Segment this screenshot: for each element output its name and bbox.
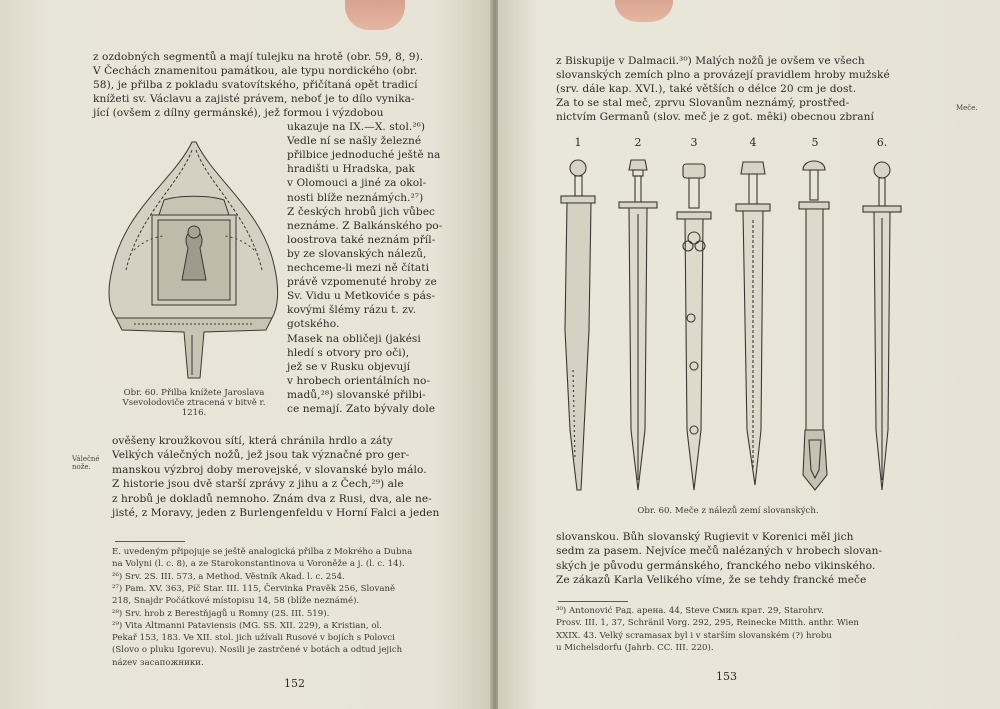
text-line: Ze zákazů Karla Velikého víme, že se tehdy francké meče: [556, 574, 867, 587]
text-line: Za to se stal meč, zprvu Slovanům neznámý, prostřed-: [556, 97, 850, 109]
text-line: V Čechách znamenitou památkou, ale typu nordického (obr.: [93, 65, 418, 77]
text-line: jící (ovšem z dílny germánské), jež formou i výzdobou: [93, 107, 384, 119]
text-line: ověšeny kroužkovou sítí, která chránila hrdlo a záty: [112, 435, 393, 447]
text-line: z hrobů je dokladů nemnoho. Znám dva z Rusi, dva, ale ne-: [112, 492, 432, 505]
text-line: ce nemají. Zato bývaly dole: [287, 403, 436, 415]
text-line: hradišti u Hradska, pak: [287, 163, 415, 176]
text-line: by ze slovanských nálezů,: [287, 247, 427, 260]
text-line: Z českých hrobů jich vůbec: [287, 205, 436, 218]
text-line: v hrobech orientálních no-: [287, 374, 431, 387]
margin-note-war-knives: Válečné nože.: [72, 455, 100, 471]
text-line: Vedle ní se našly železné: [287, 135, 422, 148]
sword-1: [561, 160, 595, 490]
footnote-line: na Volyni (l. c. 8), a ze Starokonstantinova u Voroněže a j. (l. c. 14).: [112, 559, 405, 570]
footnote-rule: [558, 601, 628, 602]
sword-number: 2: [634, 136, 642, 149]
sword-4: [736, 162, 770, 485]
footnote-line: název засапожники.: [112, 657, 204, 668]
text-line: (srv. dále kap. XVI.), také větších o délce 20 cm je dost.: [556, 83, 857, 95]
left-page: [0, 0, 492, 709]
sword-3: [677, 164, 711, 490]
footnote-line: u Michelsdorfu (Jahrb. CC. III. 220).: [556, 642, 714, 653]
text-line: Velkých válečných nožů, jež jsou tak význačné pro ger-: [112, 449, 410, 462]
swords-caption: Obr. 60. Meče z nálezů zemí slovanských.: [637, 506, 819, 516]
margin-note-swords: Meče.: [956, 104, 978, 112]
text-line: jež se v Rusku objevují: [287, 360, 411, 373]
sword-number: 6.: [876, 136, 888, 149]
text-line: ukazuje na IX.—X. stol.²⁶): [287, 121, 426, 133]
text-line: slovanských zemích plno a provázejí pravidlem hroby mužské: [556, 69, 890, 81]
footnote-line: E. uvedeným připojuje se ještě analogická přilba z Mokrého a Dubna: [112, 547, 413, 557]
text-line: gotského.: [287, 318, 340, 331]
text-line: sedm za pasem. Nejvíce mečů nalézaných v hrobech slovan-: [556, 545, 883, 558]
page-number-right: 153: [716, 670, 737, 683]
footnote-line: ²⁹) Vita Altmanni Pataviensis (MG. SS. XII. 229), a Kristian, ol.: [112, 620, 383, 631]
text-line: madů,²⁸) slovanské přilbi-: [287, 388, 426, 401]
sword-2: [619, 160, 657, 490]
helmet-caption: Obr. 60. Přilba knížete Jaroslava Vsevolodoviče ztracená v bitvě r. 1216.: [122, 388, 266, 418]
text-line: slovanskou. Bůh slovanský Rugievit v Korenici měl jich: [556, 531, 854, 543]
text-line: nechceme-li mezi ně čítati: [287, 262, 430, 274]
text-line: neznáme. Z Balkánského po-: [287, 219, 443, 232]
text-line: kovými šlémy rázu t. zv.: [287, 304, 417, 317]
text-line: přilbice jednoduché ještě na: [287, 149, 441, 162]
footnote-line: ²⁸) Srv. hrob z Berestňjagů u Romny (2S. III. 519).: [112, 608, 330, 619]
text-line: loostrova také neznám příl-: [287, 233, 436, 246]
text-line: v Olomouci a jiné za okol-: [287, 177, 427, 190]
sword-number: 3: [690, 136, 698, 149]
text-line: jisté, z Moravy, jeden z Burlengenfeldu v Horní Falci a jeden: [112, 507, 440, 519]
text-line: Masek na obličeji (jakési: [287, 332, 421, 345]
helmet-illustration: [104, 140, 284, 390]
text-line: knížeti sv. Václavu a zajisté právem, neboť je to dílo vynika-: [93, 93, 415, 105]
text-line: hledí s otvory pro oči),: [287, 346, 410, 359]
footnote-line: ²⁷) Pam. XV. 363, Píč Star. III. 115, Červinka Pravěk 256, Slovaně: [112, 583, 396, 594]
text-line: Z historie jsou dvě starší zprávy z jihu a z Čech,²⁹) ale: [112, 478, 404, 491]
text-line: manskou výzbroj doby merovejské, v slovanské bylo málo.: [112, 463, 427, 476]
sword-number: 5: [811, 136, 819, 149]
sword-6: [863, 162, 901, 490]
page-number-left: 152: [284, 677, 305, 690]
footnote-line: Prosv. III. 1, 37, Schränil Vorg. 292, 295, Reinecke Mitth. anthr. Wien: [556, 618, 859, 629]
footnote-line: 218, Snajdr Počátkové místopisu 14, 58 (blíže neznámé).: [112, 596, 360, 607]
footnote-rule: [115, 541, 185, 542]
text-line: 58), je přilba z pokladu svatovítského, přičítaná opět tradicí: [93, 79, 418, 91]
text-line: z Biskupije v Dalmacii.³⁰) Malých nožů je ovšem ve všech: [556, 55, 865, 67]
text-line: z ozdobných segmentů a mají tulejku na hrotě (obr. 59, 8, 9).: [93, 51, 424, 63]
footnote-line: Pekař 153, 183. Ve XII. stol. jich užívali Rusové v bojích s Polovci: [112, 633, 395, 644]
text-line: právě vzpomenuté hroby ze: [287, 276, 437, 289]
footnote-line: XXIX. 43. Velký scramasax byl i v starším slovanském (?) hrobu: [556, 630, 832, 641]
footnote-line: ³⁰) Antonović Рад. арена. 44, Steve Смиљ крат. 29, Starohrv.: [556, 606, 824, 616]
text-line: nictvím Germanů (slov. meč je z got. mêki) obecnou zbraní: [556, 111, 874, 123]
footnote-line: (Slovo o pluku Igorevu). Nosili je zastrčené v botách a odtud jejich: [112, 645, 403, 656]
text-line: ských je původu germánského, franckého nebo vikinského.: [556, 559, 876, 572]
text-line: nosti blíže neznámých.²⁷): [287, 191, 424, 204]
sword-number: 4: [749, 136, 757, 149]
sword-5: [799, 161, 829, 490]
sword-number: 1: [574, 136, 582, 149]
footnote-line: ²⁶) Srv. 2S. III. 573, a Method. Věstník Akad. l. c. 254.: [112, 571, 345, 582]
swords-illustration: [553, 130, 923, 500]
text-line: Sv. Vidu u Metkoviće s pás-: [287, 290, 436, 303]
